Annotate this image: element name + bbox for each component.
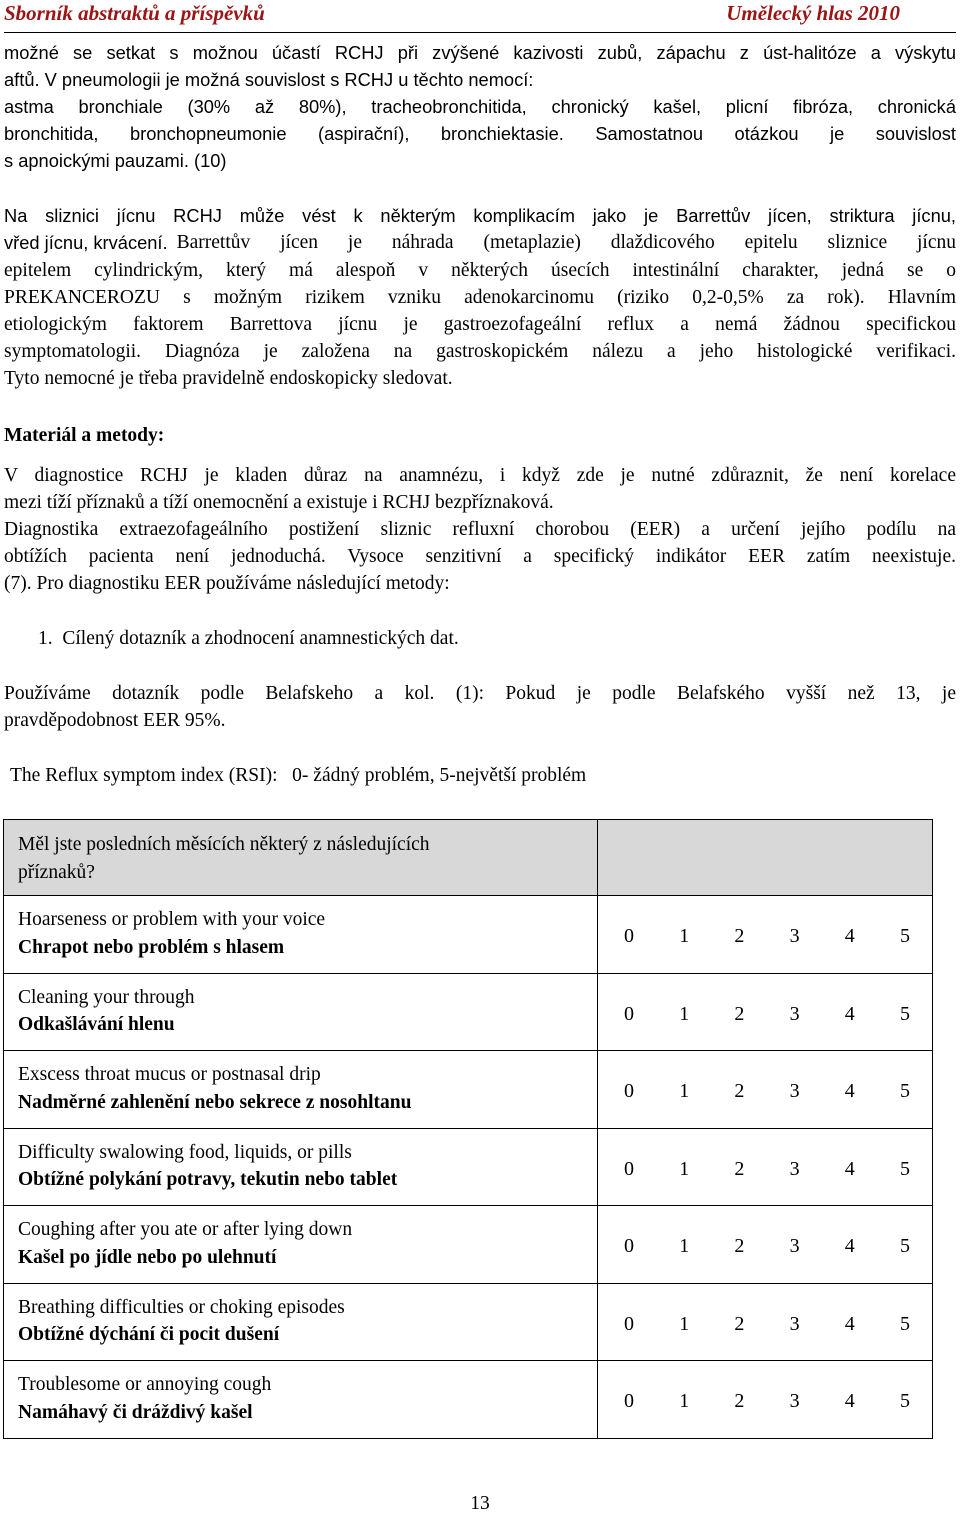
symptom-cell bbox=[4, 1206, 598, 1284]
header-score-cell bbox=[598, 820, 933, 896]
score-option[interactable]: 3 bbox=[789, 1312, 800, 1335]
score-option[interactable]: 2 bbox=[734, 1312, 745, 1335]
score-cell bbox=[598, 973, 933, 1051]
table-row bbox=[4, 1128, 933, 1206]
score-option[interactable]: 0 bbox=[624, 1312, 634, 1335]
score-option[interactable]: 4 bbox=[844, 1390, 855, 1413]
para1-line: aftů. V pneumologii je možná souvislost s RCHJ u těchto nemocí: bbox=[4, 69, 534, 90]
score-option[interactable]: 0 bbox=[624, 1235, 634, 1258]
score-option[interactable]: 0 bbox=[624, 925, 634, 948]
score-option[interactable]: 5 bbox=[899, 1002, 910, 1025]
score-option[interactable]: 0 bbox=[624, 1390, 634, 1413]
score-option[interactable]: 4 bbox=[844, 1002, 855, 1025]
para2-line: epitelem cylindrickým, který má alespoň v některých úsecích intestinální charakter, jedná se o bbox=[4, 260, 956, 281]
score-option[interactable]: 0 bbox=[624, 1157, 634, 1180]
para2-line: etiologickým faktorem Barrettova jícnu je gastroezofageální reflux a nemá žádnou specifickou bbox=[4, 314, 956, 335]
score-cell bbox=[598, 1128, 933, 1206]
header-question-line: příznaků? bbox=[18, 861, 95, 883]
table-row bbox=[4, 1051, 933, 1129]
para3-line: Diagnostika extraezofageálního postižení sliznic refluxní chorobou (EER) a určení jejího podílu na bbox=[4, 519, 956, 540]
symptom-english: Coughing after you ate or after lying down bbox=[18, 1219, 353, 1240]
para2-line: PREKANCEROZU s možným rizikem vzniku adenokarcinomu (riziko 0,2-0,5% za rok). Hlavním bbox=[4, 287, 956, 308]
para1-line: možné se setkat s možnou účastí RCHJ při zvýšené kazivosti zubů, zápachu z úst-halitóze a výskytu bbox=[4, 42, 956, 63]
score-option[interactable]: 1 bbox=[679, 1002, 690, 1025]
score-option[interactable]: 0 bbox=[624, 1080, 634, 1103]
score-cell bbox=[598, 1361, 933, 1439]
score-option[interactable]: 2 bbox=[734, 1080, 745, 1103]
para1-line: bronchitida, bronchopneumonie (aspirační), bronchiektasie. Samostatnou otázkou je souvislost bbox=[4, 123, 956, 144]
table-row bbox=[4, 1283, 933, 1361]
score-option[interactable]: 5 bbox=[899, 1390, 910, 1413]
para2-line: Tyto nemocné je třeba pravidelně endoskopicky sledovat. bbox=[4, 368, 453, 389]
score-option[interactable]: 1 bbox=[679, 1235, 690, 1258]
score-option[interactable]: 1 bbox=[679, 925, 690, 948]
symptom-english: Exscess throat mucus or postnasal drip bbox=[18, 1064, 321, 1085]
header-right-title: Umělecký hlas 2010 bbox=[726, 1, 900, 25]
score-option[interactable]: 1 bbox=[679, 1080, 690, 1103]
para3-line: (7). Pro diagnostiku EER používáme následující metody: bbox=[4, 573, 450, 594]
score-option[interactable]: 3 bbox=[789, 1390, 800, 1413]
symptom-czech: Obtížné polykání potravy, tekutin nebo tablet bbox=[18, 1169, 398, 1190]
score-cell bbox=[598, 896, 933, 974]
score-option[interactable]: 4 bbox=[844, 1235, 855, 1258]
para1-line: s apnoickými pauzami. (10) bbox=[4, 150, 227, 171]
score-option[interactable]: 4 bbox=[844, 1157, 855, 1180]
score-option[interactable]: 2 bbox=[734, 1390, 745, 1413]
symptom-cell bbox=[4, 973, 598, 1051]
score-option[interactable]: 0 bbox=[624, 1002, 634, 1025]
score-option[interactable]: 2 bbox=[734, 1235, 745, 1258]
header-question-line: Měl jste posledních měsících některý z následujících bbox=[18, 834, 430, 855]
rsi-table bbox=[3, 819, 933, 1439]
score-option[interactable]: 5 bbox=[899, 1080, 910, 1103]
running-header bbox=[4, 0, 956, 33]
score-option[interactable]: 2 bbox=[734, 1157, 745, 1180]
symptom-english: Difficulty swalowing food, liquids, or pills bbox=[18, 1141, 352, 1163]
score-option[interactable]: 3 bbox=[789, 1235, 800, 1258]
table-row bbox=[4, 1206, 933, 1284]
score-cell bbox=[598, 1051, 933, 1129]
para4-line: Používáme dotazník podle Belafskeho a kol. (1): Pokud je podle Belafského vyšší než 13, je bbox=[4, 683, 956, 704]
score-option[interactable]: 5 bbox=[899, 1312, 910, 1335]
score-option[interactable]: 2 bbox=[734, 1002, 745, 1025]
score-option[interactable]: 5 bbox=[899, 925, 910, 948]
para4-line: pravděpodobnost EER 95%. bbox=[4, 710, 226, 731]
symptom-czech: Kašel po jídle nebo po ulehnutí bbox=[18, 1246, 277, 1268]
table-row bbox=[4, 973, 933, 1051]
symptom-cell bbox=[4, 896, 598, 974]
para3-line: mezi tíží příznaků a tíží onemocnění a existuje i RCHJ bezpříznaková. bbox=[4, 492, 554, 513]
section-heading: Materiál a metody: bbox=[4, 425, 165, 446]
symptom-english: Troublesome or annoying cough bbox=[18, 1374, 272, 1395]
score-option[interactable]: 3 bbox=[789, 1080, 800, 1103]
page-number: 13 bbox=[470, 1493, 490, 1514]
symptom-cell bbox=[4, 1128, 598, 1206]
para1-line: astma bronchiale (30% až 80%), tracheobronchitida, chronický kašel, plicní fibróza, chronická bbox=[4, 96, 956, 117]
symptom-english: Cleaning your through bbox=[18, 986, 195, 1008]
symptom-cell bbox=[4, 1051, 598, 1129]
score-option[interactable]: 4 bbox=[844, 1080, 855, 1103]
score-option[interactable]: 1 bbox=[679, 1312, 690, 1335]
symptom-english: Breathing difficulties or choking episodes bbox=[18, 1296, 345, 1318]
para3-line: obtížích pacienta není jednoduchá. Vysoce senzitivní a specifický indikátor EER zatím neexistuje. bbox=[4, 546, 956, 567]
score-option[interactable]: 4 bbox=[844, 925, 855, 948]
header-question-cell bbox=[4, 820, 598, 896]
score-cell bbox=[598, 1283, 933, 1361]
score-option[interactable]: 1 bbox=[679, 1390, 690, 1413]
symptom-cell bbox=[4, 1283, 598, 1361]
rsi-caption: The Reflux symptom index (RSI): 0- žádný problém, 5-největší problém bbox=[10, 765, 587, 786]
para3-line: V diagnostice RCHJ je kladen důraz na anamnézu, i když zde je nutné zdůraznit, že není korelace bbox=[4, 465, 956, 486]
symptom-czech: Nadměrné zahlenění nebo sekrece z nosohltanu bbox=[18, 1091, 412, 1113]
score-option[interactable]: 3 bbox=[789, 1157, 800, 1180]
score-option[interactable]: 3 bbox=[789, 1002, 800, 1025]
header-left-title: Sborník abstraktů a příspěvků bbox=[4, 1, 265, 25]
score-option[interactable]: 5 bbox=[899, 1157, 910, 1180]
score-option[interactable]: 2 bbox=[734, 925, 745, 948]
score-cell bbox=[598, 1206, 933, 1284]
symptom-cell bbox=[4, 1361, 598, 1439]
para2-line: Na sliznici jícnu RCHJ může vést k některým komplikacím jako je Barrettův jícen, striktura jícnu, bbox=[4, 205, 956, 226]
symptom-english: Hoarseness or problem with your voice bbox=[18, 909, 326, 930]
para2-line: symptomatologii. Diagnóza je založena na gastroskopickém nálezu a jeho histologické verifikaci. bbox=[4, 341, 956, 362]
symptom-czech: Chrapot nebo problém s hlasem bbox=[18, 936, 285, 958]
para2-line-sans-part: vřed jícnu, krvácení. bbox=[4, 232, 168, 253]
para2-line-serif-part: Barrettův jícen je náhrada (metaplazie) dlaždicového epitelu sliznice jícnu bbox=[176, 232, 956, 253]
symptom-czech: Obtížné dýchání či pocit dušení bbox=[18, 1324, 280, 1345]
list-item: 1. Cílený dotazník a zhodnocení anamnestických dat. bbox=[38, 628, 459, 649]
table-header-row bbox=[4, 820, 933, 896]
symptom-czech: Namáhavý či dráždivý kašel bbox=[18, 1401, 253, 1423]
score-option[interactable]: 4 bbox=[844, 1312, 855, 1335]
score-option[interactable]: 1 bbox=[679, 1157, 690, 1180]
table-row bbox=[4, 1361, 933, 1439]
para2-mixed-line bbox=[4, 231, 956, 255]
score-option[interactable]: 3 bbox=[789, 925, 800, 948]
symptom-czech: Odkašlávání hlenu bbox=[18, 1014, 175, 1035]
score-option[interactable]: 5 bbox=[899, 1235, 910, 1258]
table-row bbox=[4, 896, 933, 974]
